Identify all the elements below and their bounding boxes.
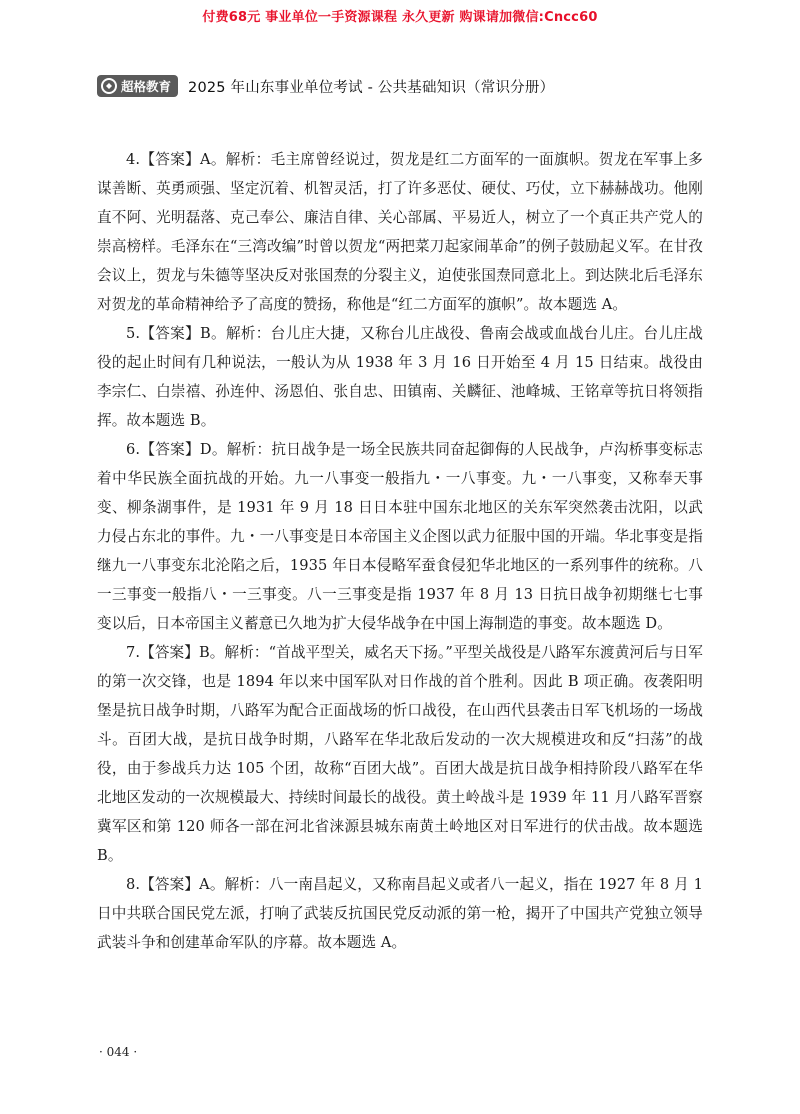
answer-item-7: 7.【答案】B。解析：“首战平型关，威名天下扬。”平型关战役是八路军东渡黄河后与日军的第一次交锋，也是 1894 年以来中国军队对日作战的首个胜利。因此 B 项正确。夜袭阳明堡是抗日战争时期，八路军为配合正面战场的忻口战役，在山西代县袭击日军飞机场的一场战斗。百团大战，是抗日战争时期，八路军在华北敌后发动的一次大规模进攻和反“扫荡”的战役，由于参战兵力达 105 个团，故称“百团大战”。百团大战是抗日战争相持阶段八路军在华北地区发动的一次规模最大、持续时间最长的战役。黄土岭战斗是 1939 年 11 月八路军晋察冀军区和第 120 师各一部在河北省涞源县城东南黄土岭地区对日军进行的伏击战。故本题选 B。 [97, 644, 703, 864]
publisher-logo [97, 75, 178, 97]
logo-text: 超格教育 [121, 79, 172, 94]
page-number: · 044 · [99, 1045, 138, 1059]
answer-list [97, 145, 703, 957]
logo-icon [101, 78, 117, 94]
book-title: 2025 年山东事业单位考试 - 公共基础知识（常识分册） [188, 79, 555, 96]
answer-item-6: 6.【答案】D。解析：抗日战争是一场全民族共同奋起御侮的人民战争，卢沟桥事变标志着中华民族全面抗战的开始。九一八事变一般指九・一八事变。九・一八事变，又称奉天事变、柳条湖事件，是 1931 年 9 月 18 日日本驻中国东北地区的关东军突然袭击沈阳，以武力侵占东北的事件。九・一八事变是日本帝国主义企图以武力征服中国的开端。华北事变是指继九一八事变东北沦陷之后，1935 年日本侵略军蚕食侵犯华北地区的一系列事件的统称。八一三事变一般指八・一三事变。八一三事变是指 1937 年 8 月 13 日抗日战争初期继七七事变以后，日本帝国主义蓄意已久地为扩大侵华战争在中国上海制造的事变。故本题选 D。 [97, 441, 703, 632]
answer-item-4: 4.【答案】A。解析：毛主席曾经说过，贺龙是红二方面军的一面旗帜。贺龙在军事上多谋善断、英勇顽强、坚定沉着、机智灵活，打了许多恶仗、硬仗、巧仗，立下赫赫战功。他刚直不阿、光明磊落、克己奉公、廉洁自律、关心部属、平易近人，树立了一个真正共产党人的崇高榜样。毛泽东在“三湾改编”时曾以贺龙“两把菜刀起家闹革命”的例子鼓励起义军。在甘孜会议上，贺龙与朱德等坚决反对张国焘的分裂主义，迫使张国焘同意北上。到达陕北后毛泽东对贺龙的革命精神给予了高度的赞扬，称他是“红二方面军的旗帜”。故本题选 A。 [97, 151, 703, 313]
page-header [97, 74, 554, 98]
answer-item-5: 5.【答案】B。解析：台儿庄大捷，又称台儿庄战役、鲁南会战或血战台儿庄。台儿庄战役的起止时间有几种说法，一般认为从 1938 年 3 月 16 日开始至 4 月 15 日结束。战役由李宗仁、白崇禧、孙连仲、汤恩伯、张自忠、田镇南、关麟征、池峰城、王铭章等抗日将领指挥。故本题选 B。 [97, 325, 703, 429]
promo-banner: 付费68元 事业单位一手资源课程 永久更新 购课请加微信:Cncc60 [202, 10, 598, 25]
answer-item-8: 8.【答案】A。解析：八一南昌起义，又称南昌起义或者八一起义，指在 1927 年 8 月 1 日中共联合国民党左派，打响了武装反抗国民党反动派的第一枪，揭开了中国共产党独立领导武装斗争和创建革命军队的序幕。故本题选 A。 [97, 876, 703, 951]
